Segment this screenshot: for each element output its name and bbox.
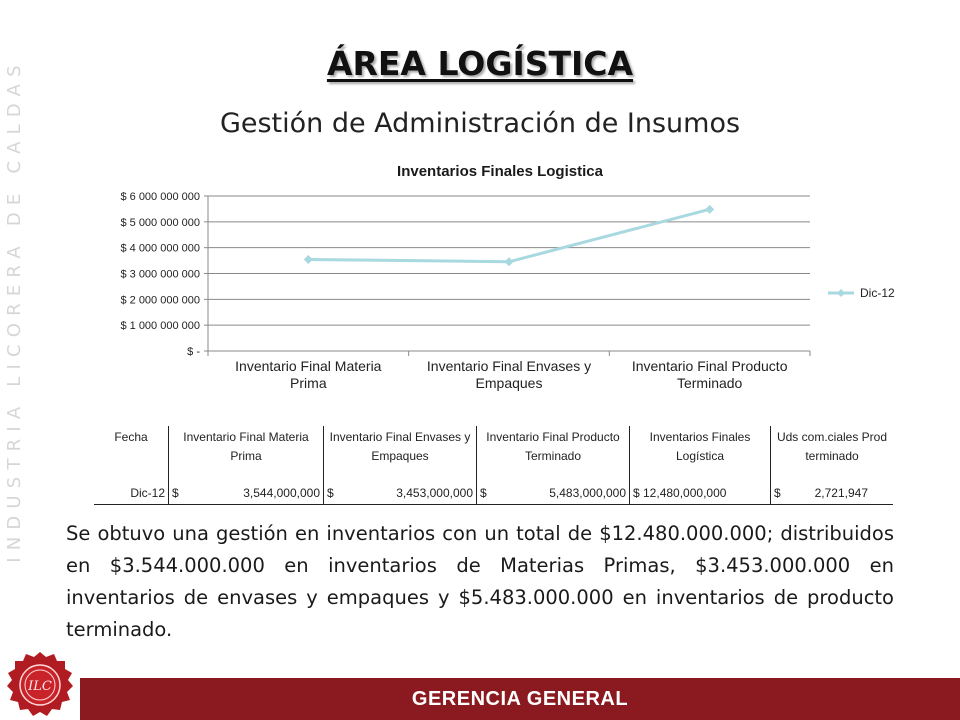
x-tick-label: [632, 358, 788, 391]
currency-sign: $: [774, 486, 781, 500]
cell-envases: [324, 482, 477, 505]
y-tick-label: $ 1 000 000 000: [120, 320, 200, 333]
x-tick-label-line: Terminado: [676, 375, 743, 391]
x-tick-label: [235, 358, 382, 391]
cell-producto-terminado: [477, 482, 630, 505]
data-point: [505, 257, 514, 266]
chart-title: Inventarios Finales Logistica: [397, 163, 603, 180]
value: 3,453,000,000: [396, 486, 473, 500]
x-tick-label-line: Prima: [290, 375, 327, 391]
side-watermark-text: INDUSTRIA LICORERA DE CALDAS: [3, 57, 25, 563]
header-inventarios-finales: Inventarios Finales Logística: [630, 426, 771, 482]
cell-uds: [771, 482, 894, 505]
x-tick-label: [427, 358, 591, 391]
header-uds-comerciales: Uds com.ciales Prod terminado: [771, 426, 894, 482]
cell-date: Dic-12: [94, 482, 169, 505]
cell-materia-prima: [169, 482, 324, 505]
inventory-table: [94, 426, 893, 505]
y-tick-label: $ 4 000 000 000: [120, 242, 200, 255]
svg-text:ILC: ILC: [28, 679, 52, 694]
header-materia-prima: Inventario Final Materia Prima: [169, 426, 324, 482]
y-tick-label: $ -: [187, 346, 200, 358]
x-tick-label-line: Inventario Final Materia: [235, 358, 382, 374]
x-tick-label-line: Inventario Final Producto: [631, 358, 788, 374]
value: 2,721,947: [814, 486, 868, 500]
page-subtitle: Gestión de Administración de Insumos: [219, 108, 741, 139]
cell-total: $ 12,480,000,000: [630, 482, 771, 505]
value: 3,544,000,000: [243, 486, 320, 500]
currency-sign: $: [480, 486, 487, 500]
value: 5,483,000,000: [549, 486, 626, 500]
inventory-chart: [80, 150, 920, 410]
y-tick-label: $ 3 000 000 000: [120, 268, 200, 281]
ilc-seal-logo-icon: [2, 650, 78, 720]
currency-sign: $: [327, 486, 334, 500]
series-line: [308, 209, 709, 261]
header-fecha: Fecha: [114, 430, 148, 444]
x-tick-label-line: Inventario Final Envases y: [426, 358, 592, 374]
data-point: [705, 205, 714, 214]
header-producto-terminado: Inventario Final Producto Terminado: [477, 426, 630, 482]
x-tick-label-line: Empaques: [475, 375, 543, 391]
summary-paragraph: Se obtuvo una gestión en inventarios con un total de $12.480.000.000; distribuidos en $3.544.000.000 en inventarios de Materias Primas, $3.453.000.000 en inventarios de envases y empaques y $5.483.000.000 en inventarios de producto terminado.: [66, 522, 894, 641]
inventory-line-chart: [80, 150, 920, 410]
y-tick-label: $ 6 000 000 000: [120, 191, 200, 203]
page-title: ÁREA LOGÍSTICA: [326, 44, 634, 83]
data-point: [304, 255, 313, 264]
footer-label: GERENCIA GENERAL: [411, 687, 629, 710]
footer-bar: [80, 678, 960, 720]
y-tick-label: $ 5 000 000 000: [120, 216, 200, 229]
legend-label: Dic-12: [860, 286, 895, 300]
legend-marker: [837, 289, 845, 297]
currency-sign: $: [172, 486, 179, 500]
y-tick-label: $ 2 000 000 000: [120, 294, 200, 307]
header-envases: Inventario Final Envases y Empaques: [324, 426, 477, 482]
table-row: [94, 482, 893, 505]
